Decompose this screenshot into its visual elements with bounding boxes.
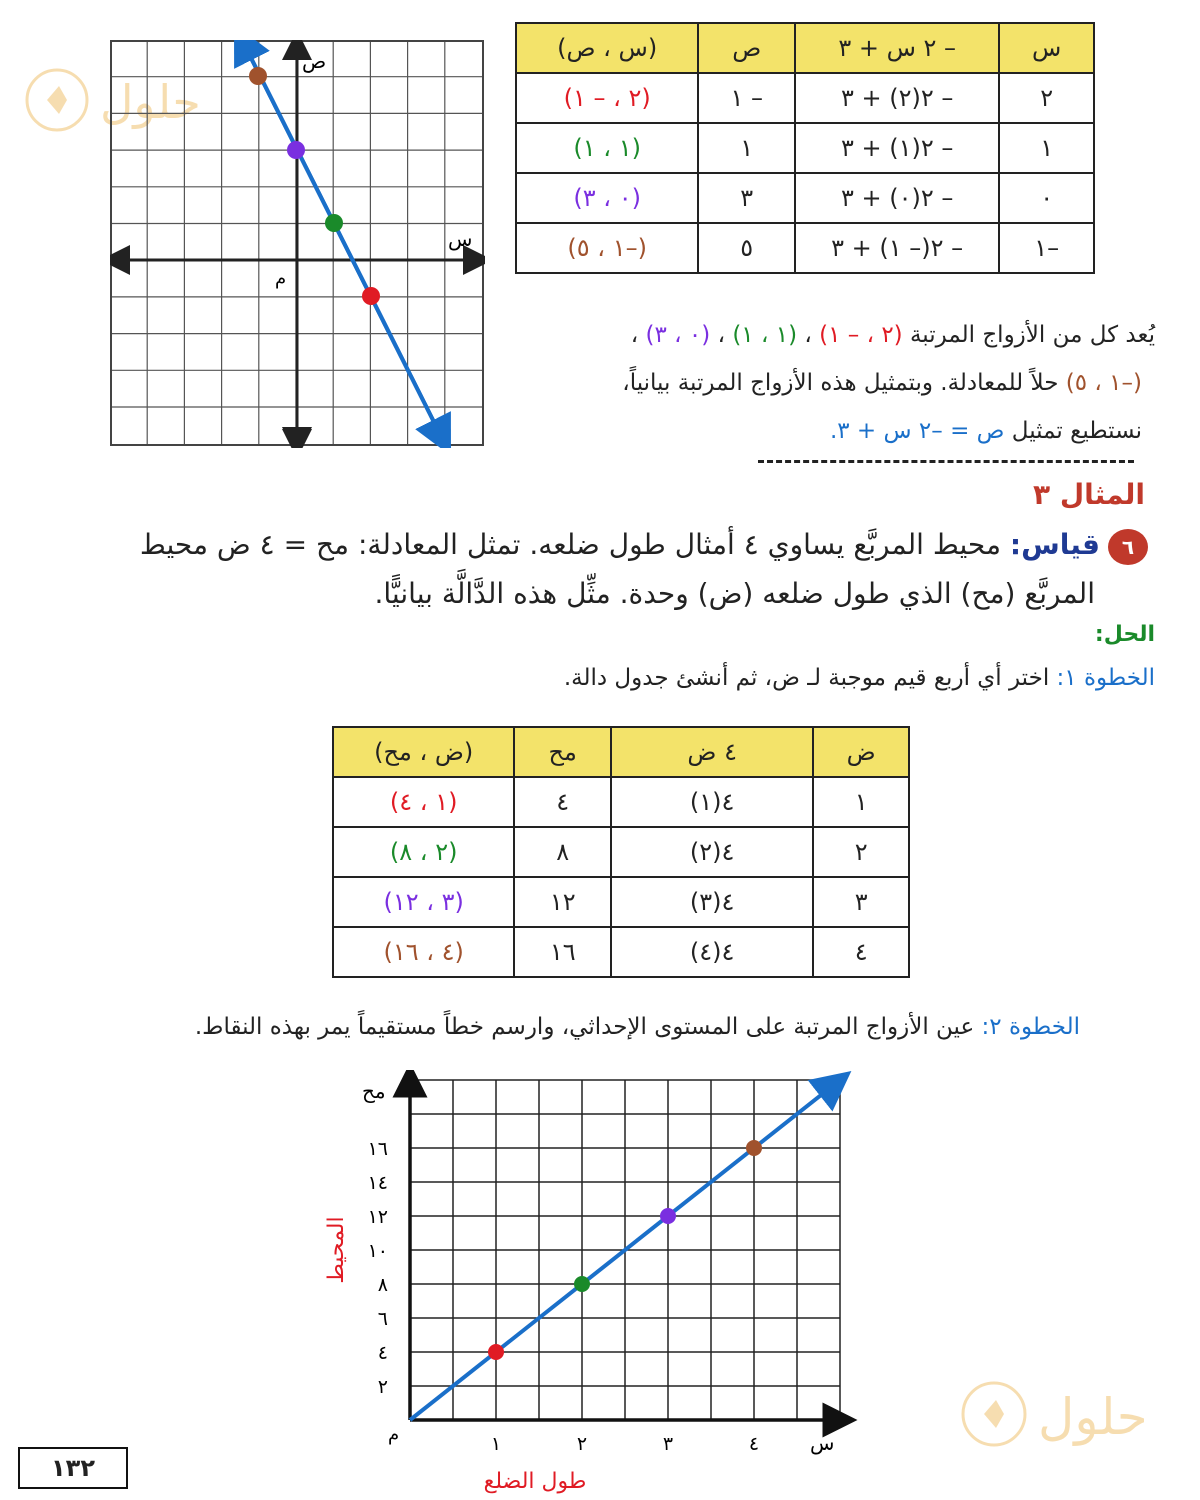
paragraph1-text: يُعد كل من الأزواج المرتبة — [909, 322, 1155, 348]
graph1-point — [249, 67, 267, 85]
table2-cell: ١٦ — [514, 927, 611, 977]
chart-y-label: المحيط — [324, 1216, 349, 1284]
table2-cell: ٢ — [813, 827, 909, 877]
chart-x-tick-label: ٣ — [662, 1433, 674, 1455]
table2-cell: (١ ، ٤) — [333, 777, 514, 827]
example-text: محيط المربَّع يساوي ٤ أمثال طول ضلعه. تمثل المعادلة: مح = ٤ ض محيط — [139, 528, 1001, 561]
table2-cell: (٢ ، ٨) — [333, 827, 514, 877]
chart-origin-label: م — [388, 1424, 400, 1445]
table1-cell: ٢ — [999, 73, 1094, 123]
table2-cell: ٤(٤) — [611, 927, 813, 977]
table-row — [333, 777, 909, 827]
table2-cell: ٨ — [514, 827, 611, 877]
paragraph1-line1 — [631, 322, 1155, 348]
separator: ، — [630, 322, 639, 348]
watermark-icon — [960, 1370, 1180, 1460]
chart-y-tick-label: ٤ — [377, 1342, 388, 1364]
table2-cell: ٤ — [813, 927, 909, 977]
graph1-y-label: ص — [302, 49, 327, 73]
example-number: ٦ — [1121, 535, 1135, 559]
graph1-point — [325, 214, 343, 232]
chart-y-tick-label: ٢ — [377, 1376, 388, 1398]
table1-cell: (–١ ، ٥) — [516, 223, 698, 273]
chart-x-tick-label: ١ — [490, 1433, 502, 1455]
step1 — [564, 665, 1155, 691]
table1-header: ص — [698, 23, 795, 73]
example-title: المثال ٣ — [1033, 478, 1145, 511]
watermark-logo-bottom — [960, 1370, 1180, 1464]
step2-text: عين الأزواج المرتبة على المستوى الإحداثي، وارسم خطاً مستقيماً يمر بهذه النقاط. — [194, 1014, 975, 1040]
dashed-divider — [758, 460, 1134, 463]
table1-cell: (١ ، ١) — [516, 123, 698, 173]
chart-point — [746, 1140, 762, 1156]
ordered-pair: (٢ ، – ١) — [819, 322, 903, 348]
chart-x-tick-label: ٤ — [748, 1433, 760, 1455]
step1-label: الخطوة ١: — [1056, 665, 1155, 691]
table2-header: (ض ، مح) — [333, 727, 514, 777]
table1-cell: ١ — [698, 123, 795, 173]
table-row — [333, 827, 909, 877]
table1-cell: ١ — [999, 123, 1094, 173]
table2-cell: ٤(٣) — [611, 877, 813, 927]
step2-label: الخطوة ٢: — [981, 1014, 1080, 1040]
chart-x-axis-name: س — [810, 1431, 835, 1455]
table1-header: – ٢ س + ٣ — [795, 23, 999, 73]
paragraph1-text: نستطيع تمثيل — [1011, 418, 1142, 444]
example-number-badge — [1108, 529, 1148, 565]
chart-y-tick-label: ١٢ — [367, 1206, 388, 1228]
table-row — [516, 123, 1094, 173]
coordinate-graph-1 — [110, 40, 485, 448]
table1-cell: ٣ — [698, 173, 795, 223]
table-row — [516, 173, 1094, 223]
solution-label: الحل: — [1094, 622, 1155, 647]
paragraph1-text: حلاً للمعادلة. وبتمثيل هذه الأزواج المرتبة بيانياً، — [622, 370, 1059, 396]
chart-point — [574, 1276, 590, 1292]
page-number: ١٣٢ — [18, 1447, 128, 1489]
table1-cell: – ١ — [698, 73, 795, 123]
graph1-x-label: س — [448, 227, 473, 251]
table1-cell: ٥ — [698, 223, 795, 273]
table1-cell: –١ — [999, 223, 1094, 273]
chart-y-axis-name: مح — [362, 1079, 386, 1103]
table1-cell: – ٢(٠) + ٣ — [795, 173, 999, 223]
equation: ص = –٢ س + ٣. — [829, 418, 1005, 444]
table2-cell: ١ — [813, 777, 909, 827]
example-line1 — [140, 528, 1100, 561]
graph1-point — [287, 141, 305, 159]
separator: ، — [717, 322, 725, 348]
watermark-text: حلول — [100, 75, 201, 129]
separator: ، — [804, 322, 812, 348]
table1-header: (س ، ص) — [516, 23, 698, 73]
perimeter-chart — [300, 1070, 860, 1500]
table1-cell: – ٢(٢) + ٣ — [795, 73, 999, 123]
table1-cell: – ٢(١) + ٣ — [795, 123, 999, 173]
step1-text: اختر أي أربع قيم موجبة لـ ض، ثم أنشئ جدول دالة. — [563, 665, 1050, 691]
function-table-1 — [515, 22, 1095, 274]
paragraph1-line3 — [830, 418, 1142, 444]
chart-y-tick-label: ١٤ — [367, 1172, 388, 1194]
table1-cell: – ٢(– ١) + ٣ — [795, 223, 999, 273]
ordered-pair: (–١ ، ٥) — [1065, 370, 1142, 396]
table2-cell: ٤(١) — [611, 777, 813, 827]
graph1-point — [362, 287, 380, 305]
chart-point — [488, 1344, 504, 1360]
ordered-pair: (١ ، ١) — [732, 322, 798, 348]
example-line2: المربَّع (مح) الذي طول ضلعه (ض) وحدة. مثِّل هذه الدَّالَّة بيانيًّا. — [374, 577, 1095, 610]
chart-point — [660, 1208, 676, 1224]
chart-y-tick-label: ٦ — [377, 1308, 388, 1330]
table1-cell: (٢ ، – ١) — [516, 73, 698, 123]
table-row — [333, 877, 909, 927]
function-table-2 — [332, 726, 910, 978]
ordered-pair: (٠ ، ٣) — [645, 322, 711, 348]
table2-cell: ١٢ — [514, 877, 611, 927]
chart-x-label: طول الضلع — [483, 1469, 587, 1494]
chart-y-tick-label: ١٦ — [367, 1138, 388, 1160]
table2-cell: ٤ — [514, 777, 611, 827]
table2-header: مح — [514, 727, 611, 777]
table2-cell: ٤(٢) — [611, 827, 813, 877]
watermark-text: حلول — [1038, 1388, 1148, 1446]
table-row — [333, 927, 909, 977]
table2-cell: (٣ ، ١٢) — [333, 877, 514, 927]
table2-header: ض — [813, 727, 909, 777]
table2-header: ٤ ض — [611, 727, 813, 777]
table1-cell: (٠ ، ٣) — [516, 173, 698, 223]
chart-x-tick-label: ٢ — [576, 1433, 588, 1455]
paragraph1-line2 — [622, 370, 1142, 396]
table-row — [516, 73, 1094, 123]
table-row — [516, 223, 1094, 273]
table2-cell: (٤ ، ١٦) — [333, 927, 514, 977]
table2-cell: ٣ — [813, 877, 909, 927]
table1-header: س — [999, 23, 1094, 73]
step2 — [195, 1014, 1080, 1040]
chart-series-line — [410, 1083, 836, 1420]
graph1-line-up — [243, 42, 442, 438]
chart-y-tick-label: ٨ — [377, 1274, 388, 1296]
table1-cell: ٠ — [999, 173, 1094, 223]
graph1-origin-label: م — [275, 268, 287, 289]
example-topic: قياس: — [1009, 528, 1100, 561]
chart-y-tick-label: ١٠ — [367, 1240, 388, 1262]
